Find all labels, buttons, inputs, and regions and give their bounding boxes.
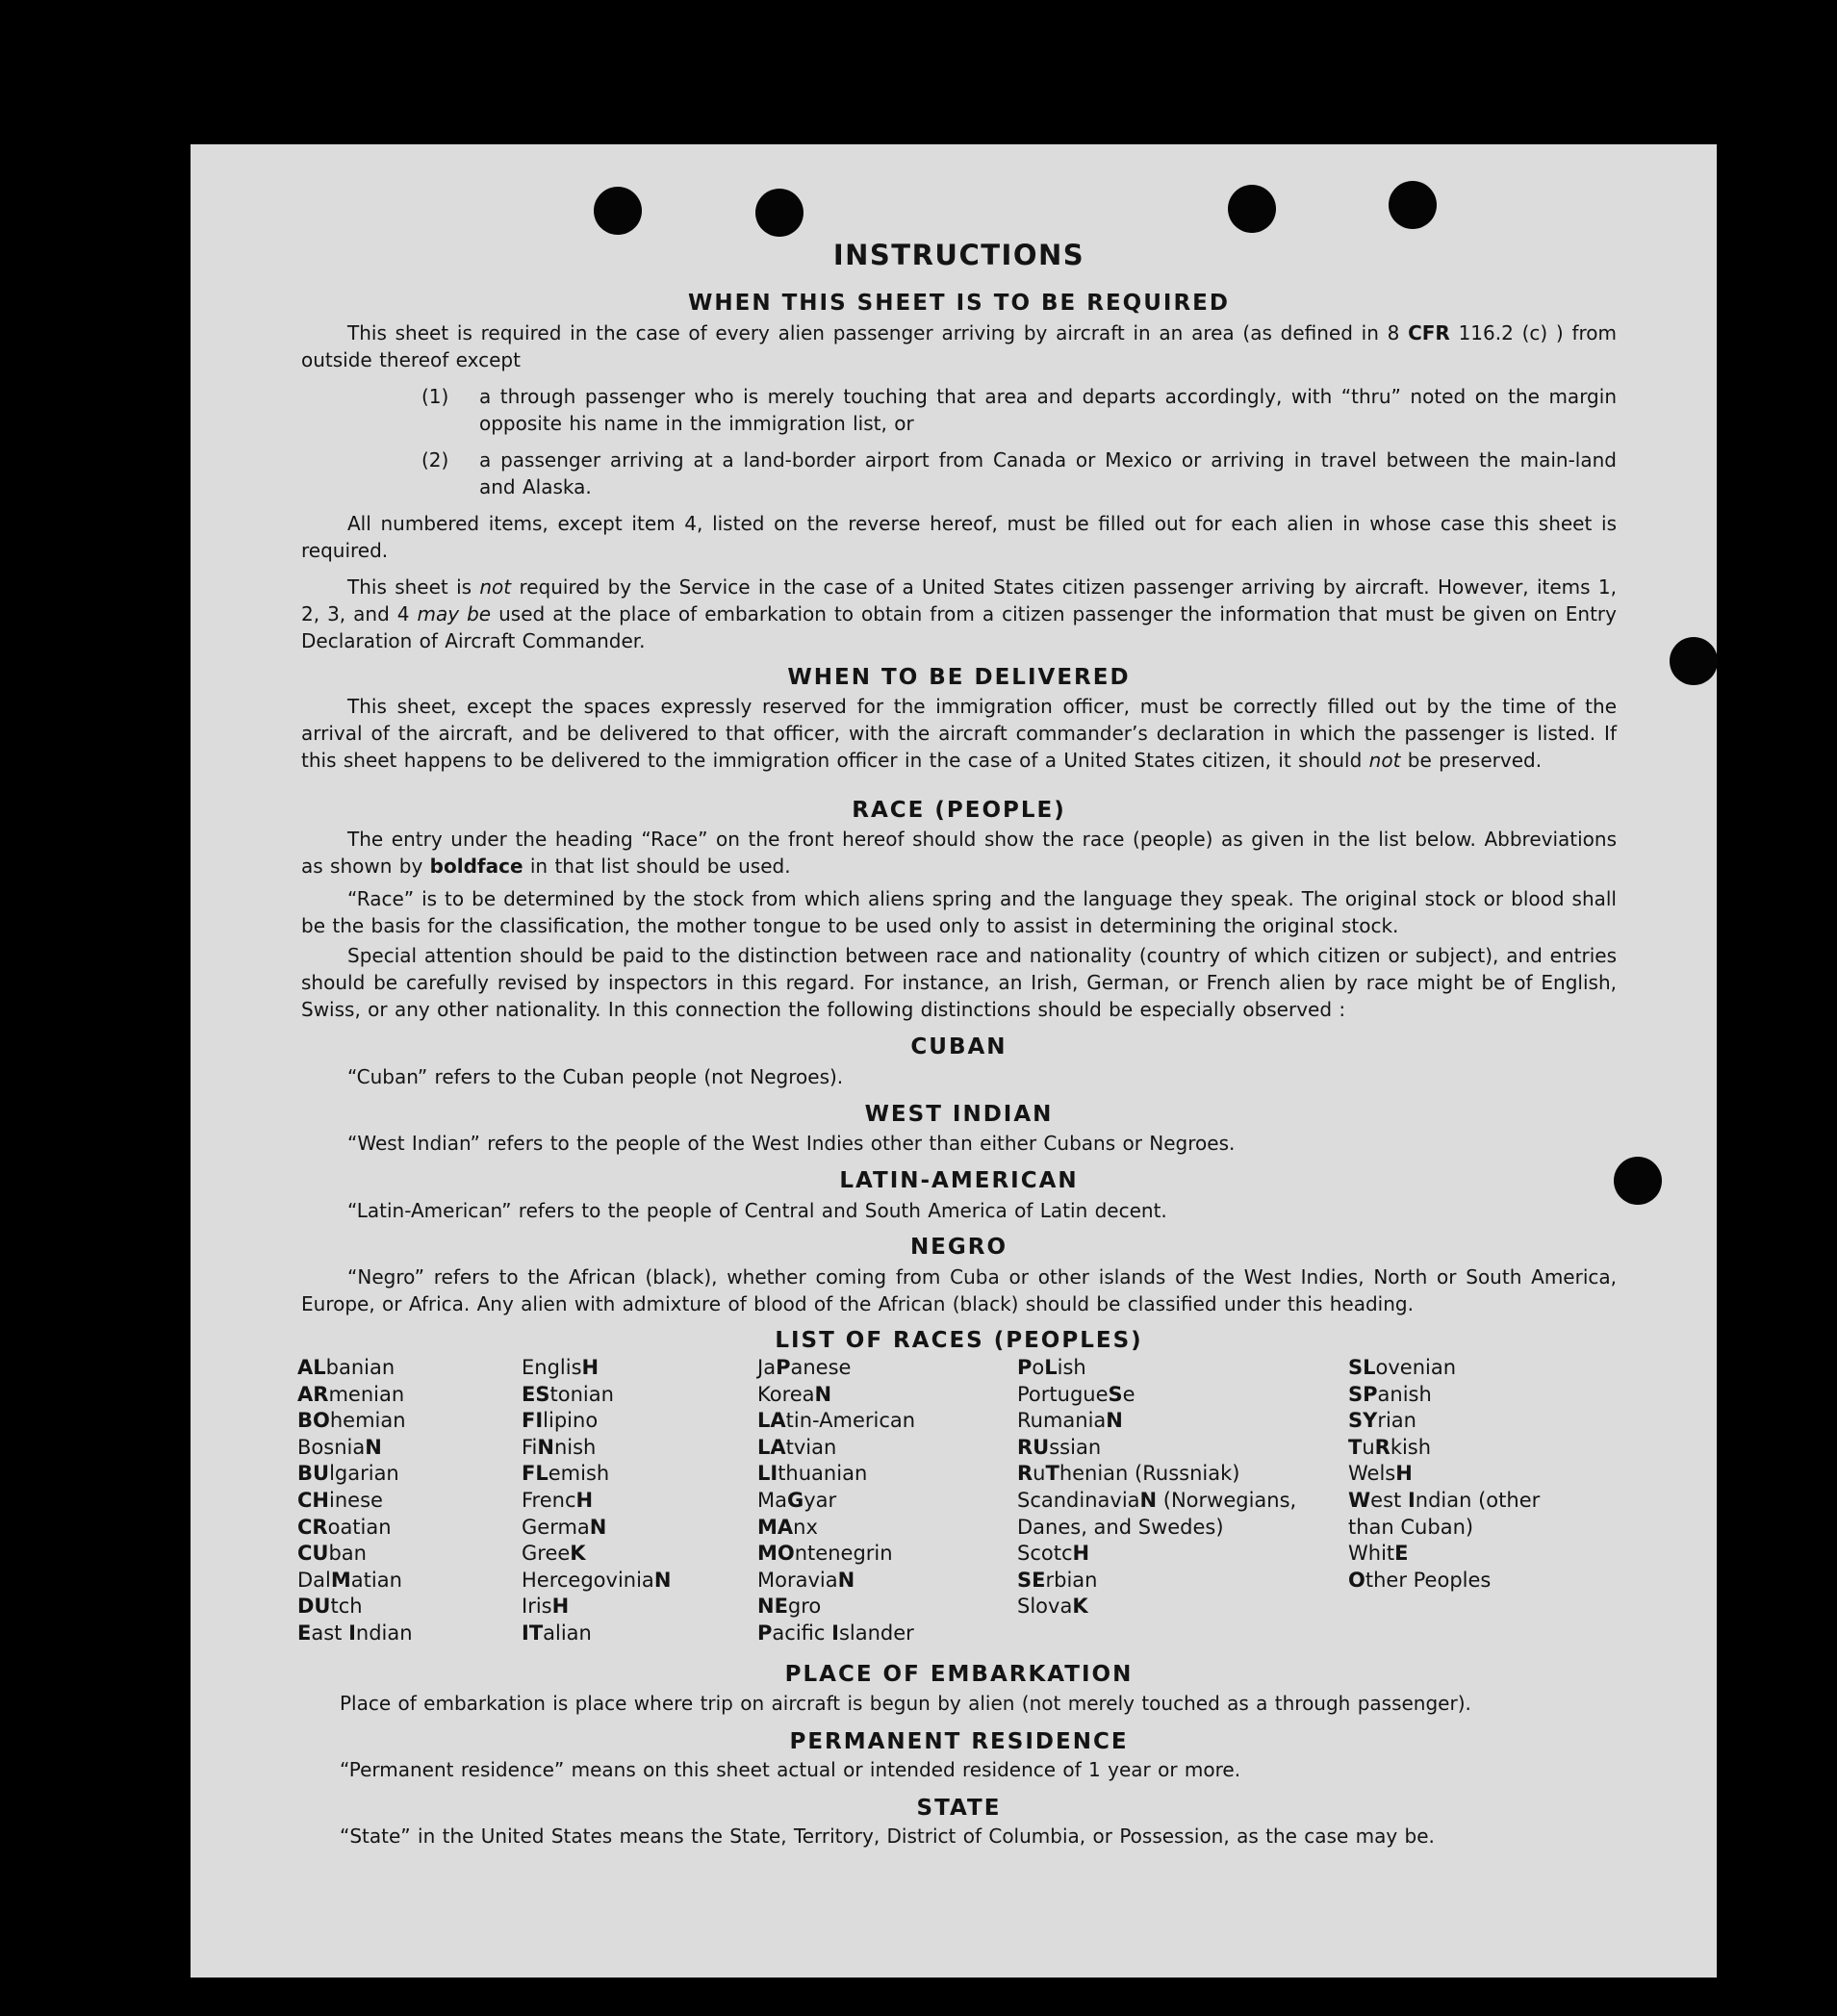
- race-name-part: u: [1362, 1435, 1375, 1459]
- punch-hole: [1670, 637, 1718, 685]
- race-list-item: [757, 1488, 998, 1515]
- race-para-2: “Race” is to be determined by the stock from which aliens spring and the language they speak. The original stock or blood shall be the basis for the classification, the mother tongue to be used only to assist in determining the original stock.: [301, 887, 1617, 937]
- race-name-part: o: [1032, 1356, 1045, 1379]
- race-list-item: [297, 1568, 499, 1595]
- punch-hole: [1228, 185, 1276, 233]
- race-name-part: rian: [1377, 1409, 1416, 1433]
- race-abbreviation: BO: [297, 1409, 330, 1433]
- race-name-part: tch: [330, 1595, 363, 1619]
- race-name-part: Wels: [1348, 1462, 1396, 1486]
- delivered-text: [301, 693, 1617, 774]
- item-text: a through passenger who is merely touching that area and departs accordingly, with “thru” noted on the margin opposite his name in the immigration list, or: [479, 385, 1617, 435]
- race-name-part: ther Peoples: [1365, 1568, 1492, 1592]
- race-list-item: [757, 1355, 998, 1382]
- race-name-part: Portugue: [1017, 1382, 1109, 1406]
- race-abbreviation: ES: [522, 1382, 550, 1406]
- latin-american-text: “Latin-American” refers to the people of Central and South America of Latin decent.: [347, 1199, 1167, 1222]
- race-abbreviation: O: [1348, 1568, 1365, 1592]
- section-heading-embarkation: PLACE OF EMBARKATION: [784, 1662, 1134, 1687]
- race-list-item: [1348, 1461, 1569, 1488]
- race-name-part: kish: [1390, 1435, 1432, 1459]
- race-abbreviation: E: [297, 1620, 312, 1645]
- required-para-2: All numbered items, except item 4, listed on the reverse hereof, must be filled out for each alien in whose case this sheet is required.: [301, 512, 1617, 562]
- race-list-item: [297, 1408, 499, 1435]
- race-name-part: Korea: [757, 1382, 815, 1406]
- race-abbreviation: CU: [297, 1542, 329, 1566]
- intro-cfr: CFR: [1408, 321, 1450, 345]
- race-list-item: [1017, 1568, 1335, 1595]
- race-name-part: Scotc: [1017, 1542, 1073, 1566]
- race-abbreviation: MA: [757, 1515, 794, 1539]
- para3-not: not: [479, 575, 512, 599]
- race-list-item: [1017, 1488, 1335, 1541]
- race-list-item: [1017, 1408, 1335, 1435]
- race-name-part: ndian (other than Cuban): [1348, 1488, 1541, 1539]
- race-list-item: [522, 1382, 743, 1409]
- race-abbreviation: SL: [1348, 1356, 1376, 1379]
- section-heading-negro: NEGRO: [909, 1235, 1008, 1260]
- race-name-part: thuanian: [778, 1462, 868, 1486]
- race-abbreviation: N: [1139, 1488, 1158, 1512]
- section-heading-list: LIST OF RACES (PEOPLES): [775, 1328, 1143, 1353]
- race-name-part: ovenian: [1375, 1356, 1457, 1379]
- race-abbreviation: LA: [757, 1409, 786, 1433]
- race-list-item: [297, 1515, 499, 1542]
- item-number: (1): [421, 385, 449, 408]
- race-name-part: tonian: [549, 1382, 614, 1406]
- race-p1-boldface: boldface: [429, 855, 523, 878]
- race-list-item: [1017, 1594, 1335, 1620]
- race-name-part: lgarian: [329, 1462, 399, 1486]
- intro-text-a: This sheet is required in the case of every alien passenger arriving by aircraft in an area (as defined in 8: [347, 321, 1409, 345]
- race-name-part: Moravia: [757, 1568, 838, 1592]
- race-name-part: Bosnia: [297, 1435, 366, 1459]
- race-list-item: [522, 1568, 743, 1595]
- race-list-item: [522, 1488, 743, 1515]
- race-abbreviation: I: [1407, 1488, 1416, 1512]
- race-name-part: Scandinavia: [1017, 1488, 1140, 1512]
- required-intro: [301, 319, 1617, 373]
- race-list-item: [522, 1594, 743, 1620]
- race-list-item: [757, 1515, 998, 1542]
- race-name-part: ntenegrin: [794, 1542, 893, 1566]
- race-list-column: [1017, 1355, 1335, 1620]
- race-name-part: Englis: [522, 1356, 582, 1379]
- race-abbreviation: H: [575, 1488, 594, 1512]
- delivered-text-b: be preserved.: [1400, 749, 1543, 772]
- race-list-item: [522, 1541, 743, 1568]
- race-list-item: [297, 1594, 499, 1620]
- race-abbreviation: LA: [757, 1435, 786, 1459]
- race-name-part: ssian: [1049, 1435, 1102, 1459]
- race-name-part: lipino: [543, 1409, 599, 1433]
- race-abbreviation: MO: [757, 1542, 795, 1566]
- race-name-part: est: [1370, 1488, 1408, 1512]
- race-list-item: [757, 1568, 998, 1595]
- section-heading-race: RACE (PEOPLE): [852, 798, 1066, 823]
- race-para-1: [301, 826, 1617, 880]
- race-abbreviation: R: [1374, 1435, 1391, 1459]
- race-abbreviation: S: [1108, 1382, 1123, 1406]
- race-list-item: [522, 1408, 743, 1435]
- race-list-item: [1348, 1541, 1569, 1568]
- race-abbreviation: L: [1044, 1356, 1058, 1379]
- race-abbreviation: LI: [757, 1462, 778, 1486]
- punch-hole: [1614, 1157, 1662, 1205]
- race-name-part: menian: [328, 1382, 405, 1406]
- punch-hole: [755, 189, 804, 237]
- race-abbreviation: I: [831, 1620, 839, 1645]
- race-name-part: anese: [790, 1356, 852, 1379]
- race-list-item: [522, 1461, 743, 1488]
- race-abbreviation: NE: [757, 1595, 788, 1619]
- race-name-part: Iris: [522, 1595, 552, 1619]
- race-abbreviation: CH: [297, 1488, 329, 1512]
- race-name-part: banian: [325, 1356, 395, 1379]
- race-name-part: Ja: [757, 1356, 777, 1379]
- race-list-item: [1017, 1355, 1335, 1382]
- page-title: INSTRUCTIONS: [832, 239, 1085, 271]
- race-name-part: tvian: [785, 1435, 837, 1459]
- residence-text: “Permanent residence” means on this sheet actual or intended residence of 1 year or more.: [340, 1758, 1241, 1781]
- race-abbreviation: CR: [297, 1515, 328, 1539]
- race-abbreviation: T: [1348, 1435, 1363, 1459]
- race-abbreviation: RU: [1017, 1435, 1050, 1459]
- race-list-item: [757, 1408, 998, 1435]
- race-name-part: u: [1033, 1462, 1046, 1486]
- race-abbreviation: SE: [1017, 1568, 1046, 1592]
- race-list-item: [1017, 1461, 1335, 1488]
- race-list-item: [1348, 1355, 1569, 1382]
- race-list-item: [757, 1541, 998, 1568]
- race-list-item: [1017, 1541, 1335, 1568]
- race-list-item: [297, 1382, 499, 1409]
- race-list-item: [297, 1488, 499, 1515]
- race-abbreviation: N: [814, 1382, 832, 1406]
- race-abbreviation: N: [537, 1435, 554, 1459]
- section-heading-delivered: WHEN TO BE DELIVERED: [787, 665, 1131, 690]
- race-name-part: Germa: [522, 1515, 590, 1539]
- race-name-part: Dal: [297, 1568, 331, 1592]
- race-name-part: Slova: [1017, 1595, 1073, 1619]
- section-heading-required: WHEN THIS SHEET IS TO BE REQUIRED: [688, 291, 1230, 316]
- race-name-part: ndian: [355, 1620, 413, 1645]
- race-name-part: Frenc: [522, 1488, 576, 1512]
- race-list-item: [522, 1355, 743, 1382]
- race-name-part: nish: [553, 1435, 597, 1459]
- race-name-part: Ma: [757, 1488, 787, 1512]
- race-list-item: [297, 1541, 499, 1568]
- race-name-part: yar: [804, 1488, 837, 1512]
- race-abbreviation: BU: [297, 1462, 330, 1486]
- para3-text-b: required by the Service in the case of a United States citizen passenger arriving by aircraft. However, items 1, 2, 3, and 4: [301, 575, 1617, 625]
- negro-text: “Negro” refers to the African (black), whether coming from Cuba or other islands of the West Indies, North or South America, Europe, or Africa. Any alien with admixture of blood of the African (black) should be classified under this heading.: [301, 1265, 1617, 1315]
- race-name-part: ish: [1057, 1356, 1086, 1379]
- race-list-item: [297, 1620, 499, 1647]
- race-name-part: emish: [548, 1462, 610, 1486]
- document-sheet: [191, 144, 1717, 1978]
- race-list-item: [757, 1382, 998, 1409]
- race-abbreviation: H: [1072, 1542, 1090, 1566]
- state-text: “State” in the United States means the State, Territory, District of Columbia, or Possession, as the case may be.: [340, 1825, 1435, 1848]
- race-list-item: [1348, 1408, 1569, 1435]
- race-name-part: nx: [793, 1515, 818, 1539]
- required-para-3: [301, 574, 1617, 654]
- race-list-item: [757, 1594, 998, 1620]
- race-abbreviation: FI: [522, 1409, 544, 1433]
- race-name-part: tin-American: [785, 1409, 916, 1433]
- race-p1-text-b: in that list should be used.: [523, 855, 791, 878]
- race-abbreviation: P: [757, 1620, 773, 1645]
- race-abbreviation: N: [589, 1515, 607, 1539]
- race-name-part: rbian: [1045, 1568, 1098, 1592]
- race-abbreviation: N: [365, 1435, 382, 1459]
- punch-hole: [1389, 181, 1437, 229]
- race-abbreviation: T: [1045, 1462, 1059, 1486]
- race-abbreviation: P: [1017, 1356, 1033, 1379]
- race-abbreviation: W: [1348, 1488, 1371, 1512]
- race-list-item: [1017, 1382, 1335, 1409]
- race-abbreviation: DU: [297, 1595, 331, 1619]
- race-abbreviation: E: [1394, 1542, 1409, 1566]
- race-name-part: Fi: [522, 1435, 538, 1459]
- race-name-part: oatian: [327, 1515, 392, 1539]
- race-list-item: [1348, 1568, 1569, 1595]
- race-list-item: [522, 1515, 743, 1542]
- race-para-3: Special attention should be paid to the distinction between race and nationality (country of which citizen or subject), and entries should be carefully revised by inspectors in this regard. For instance, an Irish, German, or French alien by race might be of English, Swiss, or any other nationality. In this connection the following distinctions should be especially observed :: [301, 944, 1617, 1021]
- race-name-part: Hercegovinia: [522, 1568, 654, 1592]
- race-p1-text-a: The entry under the heading “Race” on the front hereof should show the race (people) as given in the list below. Abbreviations as shown by: [301, 828, 1617, 878]
- west-indian-text: “West Indian” refers to the people of the West Indies other than either Cubans or Negroes.: [347, 1132, 1236, 1155]
- section-heading-cuban: CUBAN: [910, 1034, 1008, 1059]
- race-name-part: atian: [350, 1568, 402, 1592]
- race-name-part: anish: [1377, 1382, 1432, 1406]
- race-abbreviation: I: [348, 1620, 356, 1645]
- item-text: a passenger arriving at a land-border airport from Canada or Mexico or arriving in travel between the main-land and Alaska.: [479, 448, 1617, 498]
- race-list-item: [757, 1461, 998, 1488]
- race-abbreviation: K: [1072, 1595, 1088, 1619]
- race-list-item: [1348, 1435, 1569, 1462]
- para3-may-be: may be: [417, 602, 492, 625]
- race-name-part: henian (Russniak): [1059, 1462, 1240, 1486]
- race-list-item: [1017, 1435, 1335, 1462]
- race-name-part: Gree: [522, 1542, 571, 1566]
- item-number: (2): [421, 448, 449, 472]
- race-name-part: slander: [838, 1620, 914, 1645]
- race-name-part: acific: [772, 1620, 832, 1645]
- section-heading-west-indian: WEST INDIAN: [864, 1102, 1054, 1127]
- race-abbreviation: H: [551, 1595, 570, 1619]
- race-name-part: (Norwegians, Danes, and Swedes): [1017, 1488, 1297, 1539]
- race-name-part: alian: [543, 1620, 592, 1645]
- race-list-item: [297, 1461, 499, 1488]
- race-abbreviation: H: [1395, 1462, 1413, 1486]
- section-heading-latin-american: LATIN-AMERICAN: [839, 1168, 1079, 1193]
- race-list-column: [757, 1355, 998, 1647]
- race-abbreviation: FL: [522, 1462, 549, 1486]
- race-abbreviation: N: [837, 1568, 855, 1592]
- race-name-part: inese: [329, 1488, 383, 1512]
- race-abbreviation: G: [787, 1488, 804, 1512]
- race-abbreviation: N: [653, 1568, 672, 1592]
- para3-text-c: used at the place of embarkation to obtain from a citizen passenger the information that must be given on Entry Declaration of Aircraft Commander.: [301, 602, 1617, 652]
- punch-hole: [594, 187, 642, 235]
- race-abbreviation: H: [581, 1356, 600, 1379]
- race-abbreviation: K: [570, 1542, 586, 1566]
- race-list-item: [757, 1620, 998, 1647]
- race-list-item: [522, 1620, 743, 1647]
- race-list-column: [1348, 1355, 1569, 1594]
- race-abbreviation: SP: [1348, 1382, 1378, 1406]
- race-abbreviation: M: [330, 1568, 351, 1592]
- race-name-part: e: [1122, 1382, 1135, 1406]
- race-list-item: [757, 1435, 998, 1462]
- section-heading-residence: PERMANENT RESIDENCE: [789, 1729, 1129, 1754]
- race-list-item: [522, 1435, 743, 1462]
- delivered-not: not: [1368, 749, 1401, 772]
- cuban-text: “Cuban” refers to the Cuban people (not Negroes).: [347, 1065, 844, 1088]
- race-abbreviation: R: [1017, 1462, 1033, 1486]
- race-list-column: [522, 1355, 743, 1647]
- race-list-column: [297, 1355, 499, 1647]
- para3-text-a: This sheet is: [347, 575, 480, 599]
- race-name-part: Rumania: [1017, 1409, 1107, 1433]
- intro-text-b: 116.2 (c) ) from outside thereof except: [301, 321, 1617, 371]
- race-name-part: hemian: [329, 1409, 406, 1433]
- embarkation-text: Place of embarkation is place where trip on aircraft is begun by alien (not merely touched as a through passenger).: [340, 1692, 1471, 1715]
- race-abbreviation: AL: [297, 1356, 326, 1379]
- delivered-text-a: This sheet, except the spaces expressly reserved for the immigration officer, must be correctly filled out by the time of the arrival of the aircraft, and be delivered to that officer, with the aircraft commander’s declaration in which the passenger is listed. If this sheet happens to be delivered to the immigration officer in the case of a United States citizen, it should: [301, 695, 1617, 772]
- race-abbreviation: SY: [1348, 1409, 1378, 1433]
- race-name-part: gro: [787, 1595, 822, 1619]
- race-list-item: [1348, 1488, 1569, 1541]
- race-name-part: ban: [328, 1542, 367, 1566]
- race-list-item: [297, 1435, 499, 1462]
- section-heading-state: STATE: [916, 1796, 1002, 1821]
- race-name-part: Whit: [1348, 1542, 1395, 1566]
- race-abbreviation: N: [1106, 1409, 1123, 1433]
- race-abbreviation: P: [776, 1356, 791, 1379]
- race-abbreviation: AR: [297, 1382, 329, 1406]
- race-list-item: [297, 1355, 499, 1382]
- race-list-item: [1348, 1382, 1569, 1409]
- race-name-part: ast: [311, 1620, 349, 1645]
- race-abbreviation: IT: [522, 1620, 544, 1645]
